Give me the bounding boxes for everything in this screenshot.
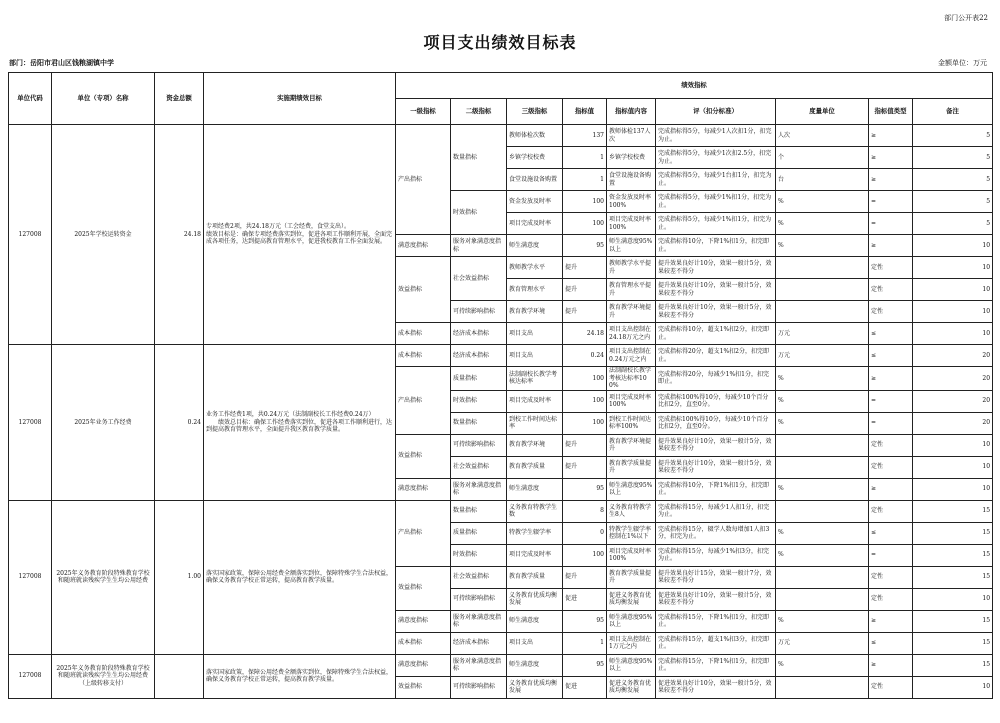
header-level3: 三级指标 — [507, 99, 563, 125]
value-type-cell: 定性 — [869, 676, 913, 698]
remark-cell: 5 — [913, 169, 993, 191]
unit-code-cell: 127008 — [9, 125, 52, 345]
remark-cell: 10 — [913, 235, 993, 257]
goal-cell: 专项经费2项，共24.18万元（工会经费，食堂支出）。 绩效目标是：确保专项经费落实到位，促进各项工作顺利开展，全面完成各项任务，达到提高教育管理水平，促进我校教育工作全面发展。 — [204, 125, 396, 345]
scoring-standard-cell: 提升效果良好计15分，效果一般计7分，效果较差不得分 — [656, 566, 776, 588]
measure-unit-cell: % — [776, 544, 869, 566]
value-type-cell: = — [869, 412, 913, 434]
level3-indicator-cell: 项目完成及时率 — [507, 390, 563, 412]
table-body — [9, 125, 993, 699]
indicator-content-cell: 促进义务教育优质均衡发展 — [607, 676, 656, 698]
value-type-cell: ≥ — [869, 367, 913, 391]
level1-indicator-cell: 成本指标 — [396, 632, 451, 654]
remark-cell: 15 — [913, 654, 993, 676]
level3-indicator-cell: 义务教育特教学生数 — [507, 500, 563, 522]
scoring-standard-cell: 完成指标得5分，每减少1%扣1分，扣完为止。 — [656, 191, 776, 213]
level2-indicator-cell: 可持续影响指标 — [451, 588, 507, 610]
scoring-standard-cell: 完成指标得20分，每减少1%扣1分，扣完即止。 — [656, 367, 776, 391]
indicator-content-cell: 教育教学质量提升 — [607, 456, 656, 478]
measure-unit-cell: % — [776, 610, 869, 632]
indicator-content-cell: 项目支出控制在1万元之内 — [607, 632, 656, 654]
level3-indicator-cell: 项目完成及时率 — [507, 213, 563, 235]
measure-unit-cell: 个 — [776, 147, 869, 169]
measure-unit-cell — [776, 676, 869, 698]
remark-cell: 15 — [913, 500, 993, 522]
indicator-value-cell: 提升 — [563, 456, 607, 478]
level3-indicator-cell: 师生满意度 — [507, 610, 563, 632]
indicator-value-cell: 137 — [563, 125, 607, 147]
scoring-standard-cell: 完成指标得15分，超支1%扣3分，扣完即止。 — [656, 632, 776, 654]
remark-cell: 10 — [913, 279, 993, 301]
level3-indicator-cell: 项目完成及时率 — [507, 544, 563, 566]
remark-cell: 10 — [913, 456, 993, 478]
remark-cell: 10 — [913, 323, 993, 345]
value-type-cell: 定性 — [869, 279, 913, 301]
measure-unit-cell: % — [776, 478, 869, 500]
level2-indicator-cell: 时效指标 — [451, 390, 507, 412]
level2-indicator-cell: 社会效益指标 — [451, 456, 507, 478]
indicator-value-cell: 0.24 — [563, 345, 607, 367]
scoring-standard-cell: 完成指标得5分，每减少1%扣1分，扣完为止。 — [656, 213, 776, 235]
value-type-cell: ≤ — [869, 522, 913, 544]
level1-indicator-cell: 效益指标 — [396, 676, 451, 698]
scoring-standard-cell: 提升效果良好计10分，效果一般计5分，效果较差不得分 — [656, 456, 776, 478]
indicator-value-cell: 24.18 — [563, 323, 607, 345]
level3-indicator-cell: 特教学生辍学率 — [507, 522, 563, 544]
indicator-content-cell: 教师教学水平提升 — [607, 257, 656, 279]
measure-unit-cell — [776, 279, 869, 301]
measure-unit-cell — [776, 566, 869, 588]
value-type-cell: ≤ — [869, 632, 913, 654]
indicator-value-cell: 95 — [563, 610, 607, 632]
scoring-standard-cell: 提升效果良好计10分，效果一般计5分，效果较差不得分 — [656, 301, 776, 323]
level3-indicator-cell: 资金发放及时率 — [507, 191, 563, 213]
value-type-cell: ≥ — [869, 610, 913, 632]
level1-indicator-cell: 满意度指标 — [396, 654, 451, 676]
indicator-value-cell: 1 — [563, 147, 607, 169]
indicator-content-cell: 教师体检137人次 — [607, 125, 656, 147]
value-type-cell: ≥ — [869, 147, 913, 169]
value-type-cell: 定性 — [869, 566, 913, 588]
remark-cell: 10 — [913, 434, 993, 456]
scoring-standard-cell: 完成指标得10分，下降1%扣1分，扣完即止。 — [656, 235, 776, 257]
measure-unit-cell: % — [776, 654, 869, 676]
scoring-standard-cell: 完成指标得15分，辍学人数每增加1人扣3分，扣完为止。 — [656, 522, 776, 544]
measure-unit-cell: % — [776, 390, 869, 412]
measure-unit-cell — [776, 301, 869, 323]
level3-indicator-cell: 教育教学质量 — [507, 566, 563, 588]
table-row — [9, 345, 993, 367]
indicator-value-cell: 100 — [563, 213, 607, 235]
value-type-cell: = — [869, 191, 913, 213]
level1-indicator-cell: 效益指标 — [396, 257, 451, 323]
value-type-cell: = — [869, 213, 913, 235]
indicator-value-cell: 提升 — [563, 434, 607, 456]
indicator-content-cell: 促进义务教育优质均衡发展 — [607, 588, 656, 610]
level3-indicator-cell: 教育教学质量 — [507, 456, 563, 478]
remark-cell: 10 — [913, 301, 993, 323]
indicator-value-cell: 1 — [563, 632, 607, 654]
header-measure-unit: 度量单位 — [776, 99, 869, 125]
total-funds-cell — [155, 654, 204, 698]
header-unit-code: 单位代码 — [9, 73, 52, 125]
level2-indicator-cell: 可持续影响指标 — [451, 676, 507, 698]
level2-indicator-cell: 社会效益指标 — [451, 257, 507, 301]
department-label: 部门：岳阳市君山区钱粮湖镇中学 — [9, 58, 114, 67]
indicator-value-cell: 0 — [563, 522, 607, 544]
remark-cell: 10 — [913, 588, 993, 610]
header-content: 指标值内容 — [607, 99, 656, 125]
level2-indicator-cell: 服务对象满意度指标 — [451, 654, 507, 676]
unit-code-cell: 127008 — [9, 500, 52, 654]
table-row — [9, 654, 993, 676]
level2-indicator-cell: 经济成本指标 — [451, 323, 507, 345]
level2-indicator-cell: 质量指标 — [451, 367, 507, 391]
level3-indicator-cell: 乡镇学校校费 — [507, 147, 563, 169]
level3-indicator-cell: 项目支出 — [507, 323, 563, 345]
indicator-content-cell: 项目支出控制在24.18万元之内 — [607, 323, 656, 345]
indicator-value-cell: 95 — [563, 654, 607, 676]
indicator-content-cell: 法制副校长教学考核达标率100% — [607, 367, 656, 391]
total-funds-cell: 24.18 — [155, 125, 204, 345]
indicator-content-cell: 教育教学质量提升 — [607, 566, 656, 588]
header-indicators: 绩效指标 — [396, 73, 993, 99]
measure-unit-cell: 台 — [776, 169, 869, 191]
header-total-funds: 资金总额 — [155, 73, 204, 125]
level2-indicator-cell: 服务对象满意度指标 — [451, 478, 507, 500]
remark-cell: 15 — [913, 522, 993, 544]
indicator-content-cell: 项目完成及时率100% — [607, 390, 656, 412]
value-type-cell: 定性 — [869, 257, 913, 279]
level1-indicator-cell: 产出指标 — [396, 367, 451, 435]
measure-unit-cell: % — [776, 412, 869, 434]
remark-cell: 15 — [913, 566, 993, 588]
level3-indicator-cell: 教育管理水平 — [507, 279, 563, 301]
indicator-value-cell: 提升 — [563, 279, 607, 301]
level2-indicator-cell: 可持续影响指标 — [451, 434, 507, 456]
scoring-standard-cell: 完成指标得20分，超支1%扣2分，扣完即止。 — [656, 345, 776, 367]
scoring-standard-cell: 完成指标得15分，下降1%扣1分，扣完即止。 — [656, 610, 776, 632]
scoring-standard-cell: 提升效果良好计10分，效果一般计5分，效果较差不得分 — [656, 279, 776, 301]
measure-unit-cell — [776, 257, 869, 279]
level3-indicator-cell: 教师教学水平 — [507, 257, 563, 279]
level3-indicator-cell: 师生满意度 — [507, 654, 563, 676]
scoring-standard-cell: 完成指标得15分，每减少1人扣1分，扣完为止。 — [656, 500, 776, 522]
measure-unit-cell — [776, 500, 869, 522]
header-level2: 二级指标 — [451, 99, 507, 125]
scoring-standard-cell: 促进效果良好计10分，效果一般计5分，效果较差不得分 — [656, 588, 776, 610]
level3-indicator-cell: 食堂设施设备购置 — [507, 169, 563, 191]
header-remark: 备注 — [913, 99, 993, 125]
indicator-content-cell: 项目完成及时率100% — [607, 213, 656, 235]
value-type-cell: ≥ — [869, 235, 913, 257]
level2-indicator-cell: 服务对象满意度指标 — [451, 235, 507, 257]
indicator-content-cell: 项目完成及时率100% — [607, 544, 656, 566]
remark-cell: 10 — [913, 478, 993, 500]
indicator-content-cell: 到校工作时间达标率100% — [607, 412, 656, 434]
project-name-cell: 2025年业务工作经费 — [52, 345, 155, 501]
indicator-value-cell: 促进 — [563, 588, 607, 610]
indicator-value-cell: 100 — [563, 367, 607, 391]
header-unit-project-name: 单位（专项）名称 — [52, 73, 155, 125]
measure-unit-cell: % — [776, 367, 869, 391]
header-level1: 一级指标 — [396, 99, 451, 125]
value-type-cell: = — [869, 544, 913, 566]
remark-cell: 5 — [913, 147, 993, 169]
level2-indicator-cell: 数量指标 — [451, 500, 507, 522]
remark-cell: 20 — [913, 390, 993, 412]
scoring-standard-cell: 提升效果良好计10分，效果一般计5分，效果较差不得分 — [656, 257, 776, 279]
level2-indicator-cell: 可持续影响指标 — [451, 301, 507, 323]
value-type-cell: 定性 — [869, 301, 913, 323]
level3-indicator-cell: 师生满意度 — [507, 478, 563, 500]
indicator-value-cell: 100 — [563, 390, 607, 412]
indicator-value-cell: 100 — [563, 191, 607, 213]
level3-indicator-cell: 到校工作时间达标率 — [507, 412, 563, 434]
measure-unit-cell — [776, 434, 869, 456]
remark-cell: 20 — [913, 345, 993, 367]
scoring-standard-cell: 完成指标得5分，每减少1台扣1分，扣完为止。 — [656, 169, 776, 191]
indicator-content-cell: 项目支出控制在0.24万元之内 — [607, 345, 656, 367]
indicator-value-cell: 1 — [563, 169, 607, 191]
level2-indicator-cell: 质量指标 — [451, 522, 507, 544]
indicator-value-cell: 100 — [563, 412, 607, 434]
value-type-cell: 定性 — [869, 588, 913, 610]
unit-code-cell: 127008 — [9, 654, 52, 698]
indicator-content-cell: 教育管理水平提升 — [607, 279, 656, 301]
value-type-cell: ≥ — [869, 478, 913, 500]
level1-indicator-cell: 满意度指标 — [396, 478, 451, 500]
scoring-standard-cell: 完成指标得15分，下降1%扣1分，扣完即止。 — [656, 654, 776, 676]
level1-indicator-cell: 成本指标 — [396, 323, 451, 345]
indicator-content-cell: 师生满意度95%以上 — [607, 235, 656, 257]
level2-indicator-cell: 经济成本指标 — [451, 632, 507, 654]
level1-indicator-cell: 产出指标 — [396, 125, 451, 235]
goal-cell: 业务工作经费1项，共0.24万元（法制副校长工作经费0.24万） 绩效总目标：确保工作经费落实到位，促进各项工作顺利进行，达到提高教育管理水平，全面提升我区教育教学质量。 — [204, 345, 396, 501]
measure-unit-cell: % — [776, 213, 869, 235]
measure-unit-cell: 万元 — [776, 323, 869, 345]
level2-indicator-cell: 服务对象满意度指标 — [451, 610, 507, 632]
indicator-value-cell: 提升 — [563, 257, 607, 279]
indicator-content-cell: 特教学生辍学率控制在1%以下 — [607, 522, 656, 544]
remark-cell: 15 — [913, 632, 993, 654]
remark-cell: 5 — [913, 125, 993, 147]
level3-indicator-cell: 义务教育优质均衡发展 — [507, 676, 563, 698]
scoring-standard-cell: 促进效果良好计10分，效果一般计5分，效果较差不得分 — [656, 676, 776, 698]
total-funds-cell: 0.24 — [155, 345, 204, 501]
amount-unit-label: 金额单位：万元 — [938, 59, 987, 67]
value-type-cell: 定性 — [869, 500, 913, 522]
indicator-content-cell: 食堂设施设备购置 — [607, 169, 656, 191]
level3-indicator-cell: 义务教育优质均衡发展 — [507, 588, 563, 610]
scoring-standard-cell: 完成指标100%得10分，每减少10个百分比扣2分，直至0分。 — [656, 412, 776, 434]
remark-cell: 5 — [913, 213, 993, 235]
level2-indicator-cell: 时效指标 — [451, 191, 507, 235]
level1-indicator-cell: 满意度指标 — [396, 610, 451, 632]
remark-cell: 20 — [913, 412, 993, 434]
unit-code-cell: 127008 — [9, 345, 52, 501]
remark-cell: 10 — [913, 676, 993, 698]
value-type-cell: 定性 — [869, 434, 913, 456]
remark-cell: 15 — [913, 544, 993, 566]
level1-indicator-cell: 效益指标 — [396, 434, 451, 478]
table-number-label: 部门公开表22 — [944, 14, 988, 22]
project-name-cell: 2025年义务教育阶段特殊教育学校和随班就读残疾学生生均公用经费 — [52, 500, 155, 654]
level3-indicator-cell: 教育教学环境 — [507, 301, 563, 323]
level2-indicator-cell: 数量指标 — [451, 412, 507, 434]
measure-unit-cell — [776, 588, 869, 610]
measure-unit-cell — [776, 456, 869, 478]
value-type-cell: ≥ — [869, 654, 913, 676]
goal-cell: 落实国家政策，保障公用经费全额落实到位，保障特殊学生合法权益，确保义务教育学校正常运转，提高教育教学质量。 — [204, 654, 396, 698]
value-type-cell: ≥ — [869, 125, 913, 147]
header-scoring: 评（扣分标准） — [656, 99, 776, 125]
level3-indicator-cell: 师生满意度 — [507, 235, 563, 257]
total-funds-cell: 1.00 — [155, 500, 204, 654]
indicator-content-cell: 义务教育特教学生8人 — [607, 500, 656, 522]
level2-indicator-cell: 社会效益指标 — [451, 566, 507, 588]
value-type-cell: ≥ — [869, 169, 913, 191]
indicator-content-cell: 师生满意度95%以上 — [607, 654, 656, 676]
indicator-value-cell: 100 — [563, 544, 607, 566]
scoring-standard-cell: 完成指标得10分，超支1%扣2分，扣完即止。 — [656, 323, 776, 345]
header-value: 指标值 — [563, 99, 607, 125]
level1-indicator-cell: 效益指标 — [396, 566, 451, 610]
indicator-value-cell: 提升 — [563, 566, 607, 588]
scoring-standard-cell: 提升效果良好计10分，效果一般计5分，效果较差不得分 — [656, 434, 776, 456]
level3-indicator-cell: 项目支出 — [507, 345, 563, 367]
scoring-standard-cell: 完成指标得15分，每减少1%扣3分，扣完为止。 — [656, 544, 776, 566]
project-name-cell: 2025年学校运转资金 — [52, 125, 155, 345]
scoring-standard-cell: 完成指标得5分，每减少1人次扣1分，扣完为止。 — [656, 125, 776, 147]
goal-cell: 落实国家政策，保障公用经费全额落实到位，保障特殊学生合法权益，确保义务教育学校正常运转，提高教育教学质量。 — [204, 500, 396, 654]
indicator-content-cell: 教育教学环境提升 — [607, 434, 656, 456]
level3-indicator-cell: 法制副校长教学考核达标率 — [507, 367, 563, 391]
page-title: 项目支出绩效目标表 — [423, 33, 577, 52]
remark-cell: 5 — [913, 191, 993, 213]
level3-indicator-cell: 教师体检次数 — [507, 125, 563, 147]
measure-unit-cell: 人次 — [776, 125, 869, 147]
indicator-value-cell: 提升 — [563, 301, 607, 323]
level3-indicator-cell: 教育教学环境 — [507, 434, 563, 456]
level1-indicator-cell: 成本指标 — [396, 345, 451, 367]
value-type-cell: ≤ — [869, 345, 913, 367]
indicator-value-cell: 促进 — [563, 676, 607, 698]
indicator-content-cell: 师生满意度95%以上 — [607, 610, 656, 632]
scoring-standard-cell: 完成指标100%得10分，每减少10个百分比扣2分，直至0分。 — [656, 390, 776, 412]
measure-unit-cell: % — [776, 191, 869, 213]
table-row — [9, 125, 993, 147]
measure-unit-cell: 万元 — [776, 632, 869, 654]
indicator-value-cell: 95 — [563, 478, 607, 500]
indicator-content-cell: 乡镇学校校费 — [607, 147, 656, 169]
scoring-standard-cell: 完成指标得5分，每减少1次扣2.5分，扣完为止。 — [656, 147, 776, 169]
level2-indicator-cell: 时效指标 — [451, 544, 507, 566]
measure-unit-cell: % — [776, 522, 869, 544]
value-type-cell: 定性 — [869, 456, 913, 478]
measure-unit-cell: % — [776, 235, 869, 257]
level2-indicator-cell: 经济成本指标 — [451, 345, 507, 367]
scoring-standard-cell: 完成指标得10分，下降1%扣1分，扣完即止。 — [656, 478, 776, 500]
header-value-type: 指标值类型 — [869, 99, 913, 125]
level1-indicator-cell: 满意度指标 — [396, 235, 451, 257]
measure-unit-cell: 万元 — [776, 345, 869, 367]
header-goal: 实施期绩效目标 — [204, 73, 396, 125]
indicator-content-cell: 资金发放及时率100% — [607, 191, 656, 213]
table-row — [9, 500, 993, 522]
remark-cell: 15 — [913, 610, 993, 632]
indicator-content-cell: 教育教学环境提升 — [607, 301, 656, 323]
project-name-cell: 2025年义务教育阶段特殊教育学校和随班就读残疾学生生均公用经费（上级转移支付） — [52, 654, 155, 698]
level2-indicator-cell: 数量指标 — [451, 125, 507, 191]
value-type-cell: ≤ — [869, 323, 913, 345]
performance-goals-table — [8, 72, 993, 699]
level1-indicator-cell: 产出指标 — [396, 500, 451, 566]
indicator-value-cell: 8 — [563, 500, 607, 522]
indicator-content-cell: 师生满意度95%以上 — [607, 478, 656, 500]
indicator-value-cell: 95 — [563, 235, 607, 257]
remark-cell: 10 — [913, 257, 993, 279]
value-type-cell: = — [869, 390, 913, 412]
level3-indicator-cell: 项目支出 — [507, 632, 563, 654]
remark-cell: 20 — [913, 367, 993, 391]
